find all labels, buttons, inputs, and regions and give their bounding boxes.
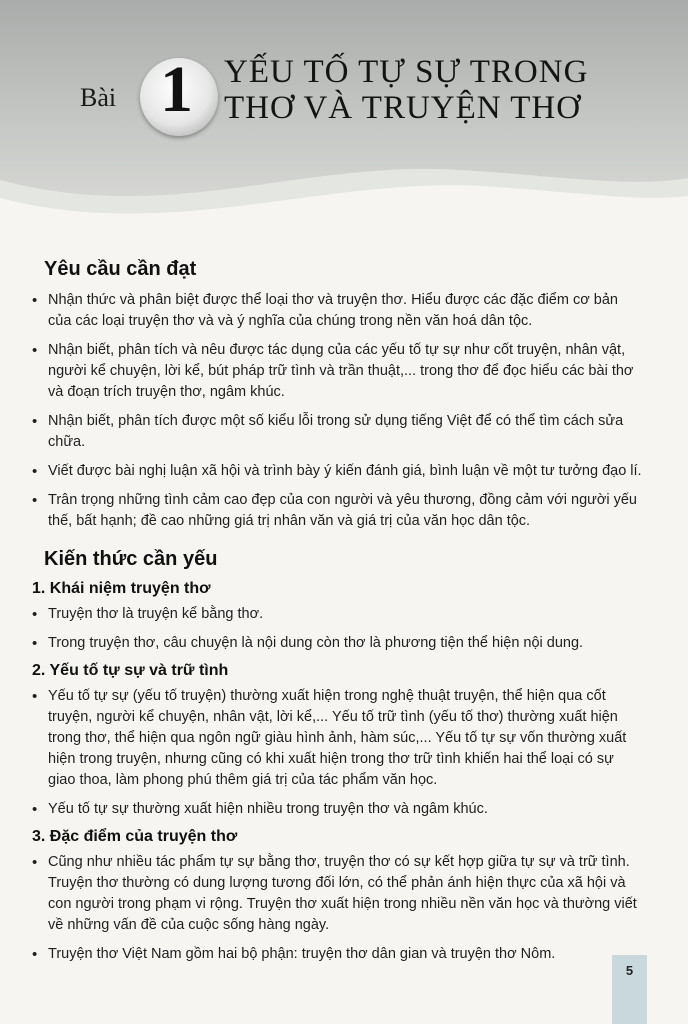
list-item: • Yếu tố tự sự (yếu tố truyện) thường xuất hiện trong nghệ thuật truyện, thể hiện qua cốt truyện, người kể chuyện, nhân vật, lời kể,... Yếu tố trữ tình (yếu tố thơ) thường xuất hiện trong thơ, thể hiện qua ngôn ngữ giàu hình ảnh, hàm súc,... Yếu tố tự sự vốn thường xuất hiện trong truyện, nhưng cũng có khi xuất hiện trong thơ trữ tình khiến hai thể loại có sự giao thoa, làm phong phú thêm giá trị của tác phẩm văn học. [32, 686, 644, 791]
lesson-label: Bài [80, 83, 117, 112]
lesson-title-line-1: YẾU TỐ TỰ SỰ TRONG [224, 54, 589, 90]
list-item: • Truyện thơ Việt Nam gồm hai bộ phận: truyện thơ dân gian và truyện thơ Nôm. [32, 944, 644, 965]
list-item: • Yếu tố tự sự thường xuất hiện nhiều trong truyện thơ và ngâm khúc. [32, 799, 644, 820]
list-item: • Cũng như nhiều tác phẩm tự sự bằng thơ, truyện thơ có sự kết hợp giữa tự sự và trữ tình. Truyện thơ thường có dung lượng tương đối lớn, có thể phản ánh hiện thực của xã hội và con người trong phạm vi rộng. Truyện thơ xuất hiện trong nhiều nền văn học và thường viết về những vấn đề của cuộc sống hàng ngày. [32, 852, 644, 936]
section-title-concept: 1. Khái niệm truyện thơ [32, 580, 211, 597]
list-item: • Trong truyện thơ, câu chuyện là nội dung còn thơ là phương tiện thể hiện nội dung. [32, 633, 644, 654]
knowledge-heading: Kiến thức cần yếu [44, 548, 218, 570]
lesson-content [32, 258, 644, 973]
requirement-item: • Nhận biết, phân tích và nêu được tác dụng của các yếu tố tự sự như cốt truyện, nhân vật, người kể chuyện, lời kể, bút pháp trữ tình và trần thuật,... trong thơ để đọc hiểu các bài thơ và đoạn trích truyện thơ, ngâm khúc. [32, 340, 644, 403]
requirements-list [32, 290, 644, 532]
lesson-title [224, 54, 664, 126]
requirement-item: • Nhận thức và phân biệt được thể loại thơ và truyện thơ. Hiểu được các đặc điểm cơ bản của các loại truyện thơ và và ý nghĩa của chúng trong nền văn hoá dân tộc. [32, 290, 644, 332]
page-number: 5 [625, 963, 634, 978]
lesson-title-line-2: THƠ VÀ TRUYỆN THƠ [224, 90, 582, 126]
section-title-characteristics: 3. Đặc điểm của truyện thơ [32, 828, 238, 845]
characteristics-list [32, 852, 644, 965]
section-title-elements: 2. Yếu tố tự sự và trữ tình [32, 662, 229, 679]
requirements-heading: Yêu cầu cần đạt [44, 258, 197, 280]
concept-list [32, 604, 644, 654]
header-wave-decoration [0, 150, 688, 240]
requirement-item: • Trân trọng những tình cảm cao đẹp của con người và yêu thương, đồng cảm với người yếu thế, bất hạnh; đề cao những giá trị nhân văn và giá trị của văn học dân tộc. [32, 490, 644, 532]
elements-list [32, 686, 644, 820]
requirement-item: • Nhận biết, phân tích được một số kiểu lỗi trong sử dụng tiếng Việt để có thể tìm cách sửa chữa. [32, 411, 644, 453]
requirement-item: • Viết được bài nghị luận xã hội và trình bày ý kiến đánh giá, bình luận về một tư tưởng đạo lí. [32, 461, 644, 482]
list-item: • Truyện thơ là truyện kể bằng thơ. [32, 604, 644, 625]
lesson-number: 1 [160, 53, 193, 126]
